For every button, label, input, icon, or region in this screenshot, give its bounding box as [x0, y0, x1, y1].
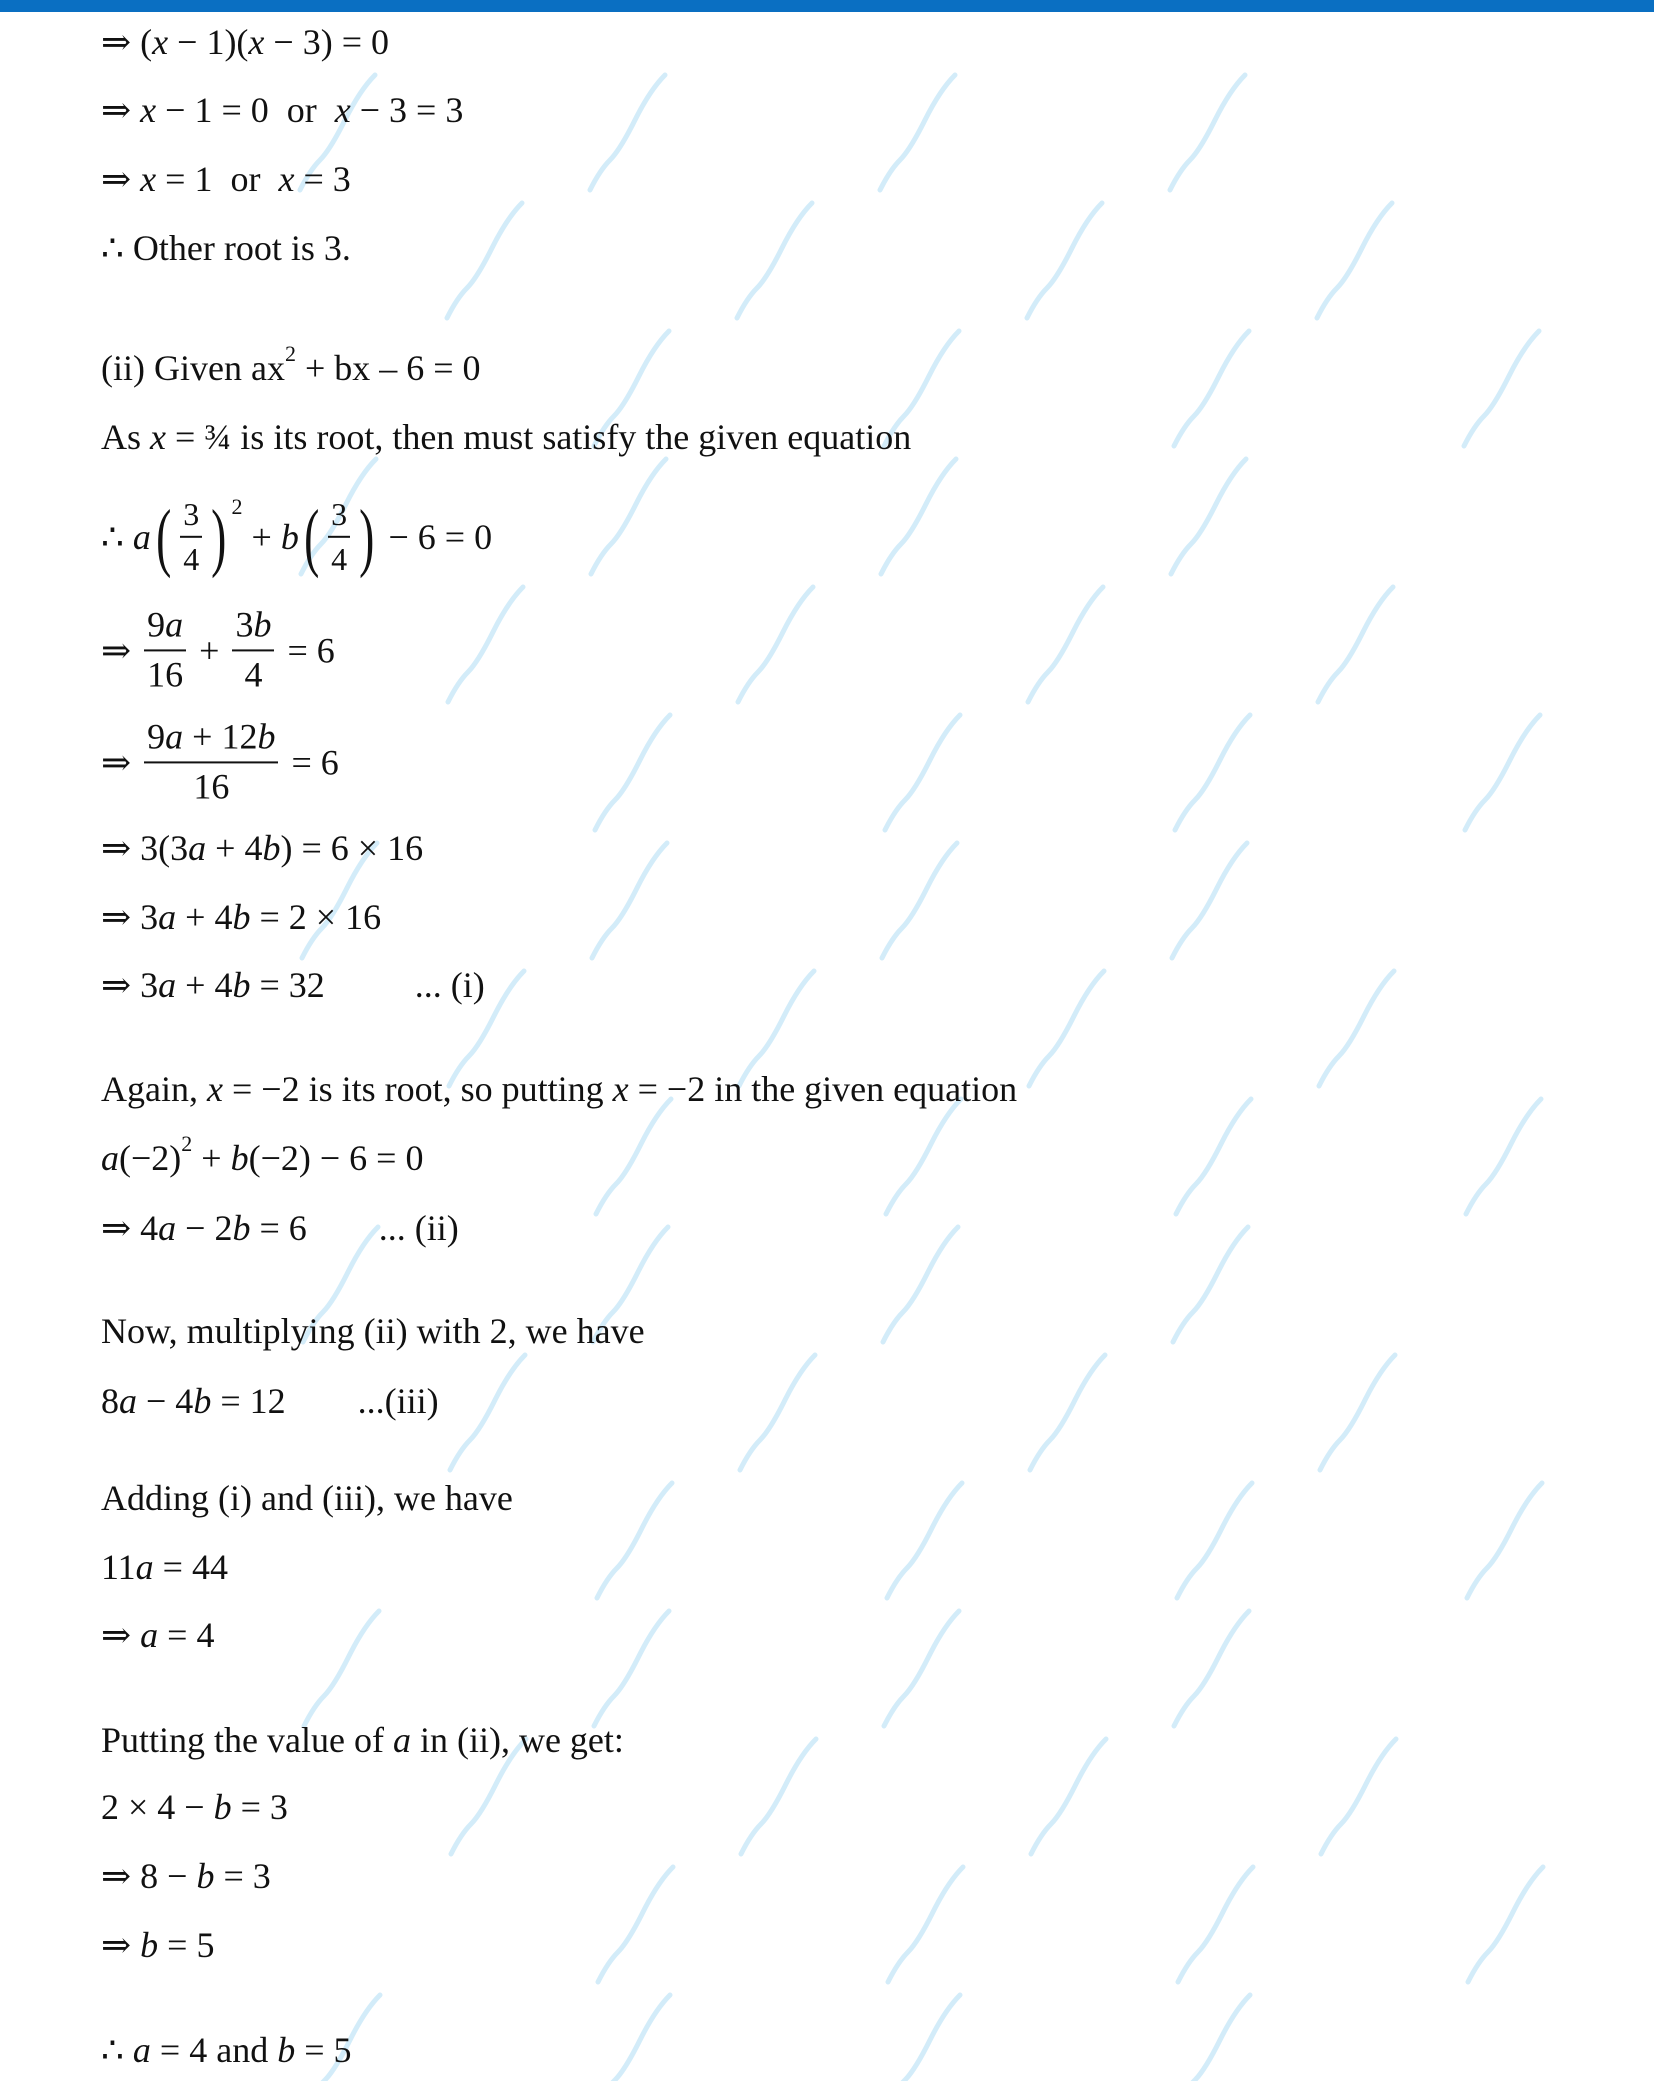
watermark-mark: [595, 1995, 670, 2081]
watermark-mark: [1172, 843, 1247, 958]
watermark-mark: [1466, 1099, 1541, 1214]
text-line: Adding (i) and (iii), we have: [101, 1478, 513, 1518]
fraction: $\frac{3}{4}$: [180, 497, 202, 577]
watermark-mark: [448, 587, 523, 702]
watermark-mark: [886, 1099, 961, 1214]
part-heading: (ii) Given ax 2 + bx – 6 = 0: [101, 341, 481, 388]
watermark-mark: [885, 715, 960, 830]
watermark-mark: [598, 1867, 673, 1982]
fraction: $\frac{9a + 12b}{16}$: [144, 717, 278, 806]
watermark-mark: [741, 1739, 816, 1854]
watermark-mark: [1174, 1611, 1249, 1726]
watermark-mark: [882, 843, 957, 958]
watermark-mark: [1320, 1355, 1395, 1470]
watermark-mark: [447, 203, 522, 318]
equation-line: ⇒ 3 a + 4 b = 32 ... (i): [101, 965, 485, 1005]
watermark-mark: [1031, 1739, 1106, 1854]
equation-line: ⇒ 8 − b = 3: [101, 1856, 271, 1896]
fraction: $\frac{9a}{16}$: [144, 605, 186, 694]
watermark-mark: [737, 203, 812, 318]
equation-line: ⇒ $\frac{9a + 12b}{16}$ = 6: [101, 716, 339, 806]
equation-line: ⇒ 4 a − 2 b = 6 ... (ii): [101, 1208, 459, 1248]
watermark-mark: [881, 459, 956, 574]
equation-line: 2 × 4 − b = 3: [101, 1787, 288, 1827]
watermark-mark: [880, 75, 955, 190]
watermark-mark: [888, 1867, 963, 1982]
watermark-mark: [1321, 1739, 1396, 1854]
fraction: $\frac{3}{4}$: [328, 497, 350, 577]
watermark-mark: [1318, 587, 1393, 702]
watermark-mark: [1178, 1867, 1253, 1982]
equation-line: ⇒ ( x − 1)( x − 3) = 0: [101, 22, 389, 62]
conclusion-line: ∴ Other root is 3.: [101, 228, 351, 268]
watermark-mark: [1175, 1995, 1250, 2081]
watermark-mark: [1030, 1355, 1105, 1470]
watermark-mark: [304, 1611, 379, 1726]
top-accent-bar: [0, 0, 1654, 12]
equation-line: ⇒ x − 1 = 0 or x − 3 = 3: [101, 90, 464, 130]
conclusion-line: ∴ a = 4 and b = 5: [101, 2030, 352, 2070]
watermark-mark: [1319, 971, 1394, 1086]
watermark-mark: [591, 459, 666, 574]
text-line: As x = ¾ is its root, then must satisfy the given equation: [101, 417, 912, 457]
equation-line: 11 a = 44: [101, 1547, 228, 1587]
fraction: $\frac{3b}{4}$: [232, 605, 274, 694]
watermark-mark: [594, 1611, 669, 1726]
watermark-mark: [592, 843, 667, 958]
text-line: Putting the value of a in (ii), we get:: [101, 1720, 624, 1760]
watermark-mark: [1170, 75, 1245, 190]
equation-line: ⇒ a = 4: [101, 1615, 215, 1655]
equation-line: a (−2) 2 + b (−2) − 6 = 0: [101, 1131, 424, 1178]
equation-line: ∴ a ( $\frac{3}{4}$ ) 2 + b ( $\frac{3}{4}$ ) − 6 = 0: [101, 494, 493, 579]
watermark-mark: [887, 1483, 962, 1598]
equation-line: ⇒ 3(3 a + 4 b ) = 6 × 16: [101, 828, 424, 868]
watermark-mark: [1468, 1867, 1543, 1982]
watermark-mark: [1027, 203, 1102, 318]
watermark-mark: [1465, 715, 1540, 830]
watermark-mark: [1174, 331, 1249, 446]
watermark-mark: [1467, 1483, 1542, 1598]
watermark-mark: [1464, 331, 1539, 446]
watermark-mark: [1317, 203, 1392, 318]
watermark-mark: [1028, 587, 1103, 702]
text-line: Again, x = −2 is its root, so putting x = −2 in the given equation: [101, 1069, 1018, 1109]
watermark-mark: [883, 1227, 958, 1342]
watermark-mark: [1175, 715, 1250, 830]
text-line: Now, multiplying (ii) with 2, we have: [101, 1311, 645, 1351]
watermark-mark: [738, 587, 813, 702]
watermark-mark: [1176, 1099, 1251, 1214]
watermark-mark: [1171, 459, 1246, 574]
equation-line: ⇒ 3 a + 4 b = 2 × 16: [101, 897, 382, 937]
watermark-mark: [1029, 971, 1104, 1086]
watermark-mark: [885, 1995, 960, 2081]
watermark-mark: [596, 1099, 671, 1214]
watermark-mark: [884, 1611, 959, 1726]
equation-line: ⇒ b = 5: [101, 1925, 215, 1965]
watermark-mark: [450, 1355, 525, 1470]
equation-line: ⇒ $\frac{9a}{16}$ + $\frac{3b}{4}$ = 6: [101, 604, 335, 694]
equation-line: ⇒ x = 1 or x = 3: [101, 159, 351, 199]
equation-line: 8 a − 4 b = 12 ...(iii): [101, 1381, 439, 1421]
watermark-mark: [740, 1355, 815, 1470]
watermark-mark: [597, 1483, 672, 1598]
watermark-mark: [1177, 1483, 1252, 1598]
watermark-mark: [590, 75, 665, 190]
watermark-mark: [1173, 1227, 1248, 1342]
watermark-mark: [595, 715, 670, 830]
